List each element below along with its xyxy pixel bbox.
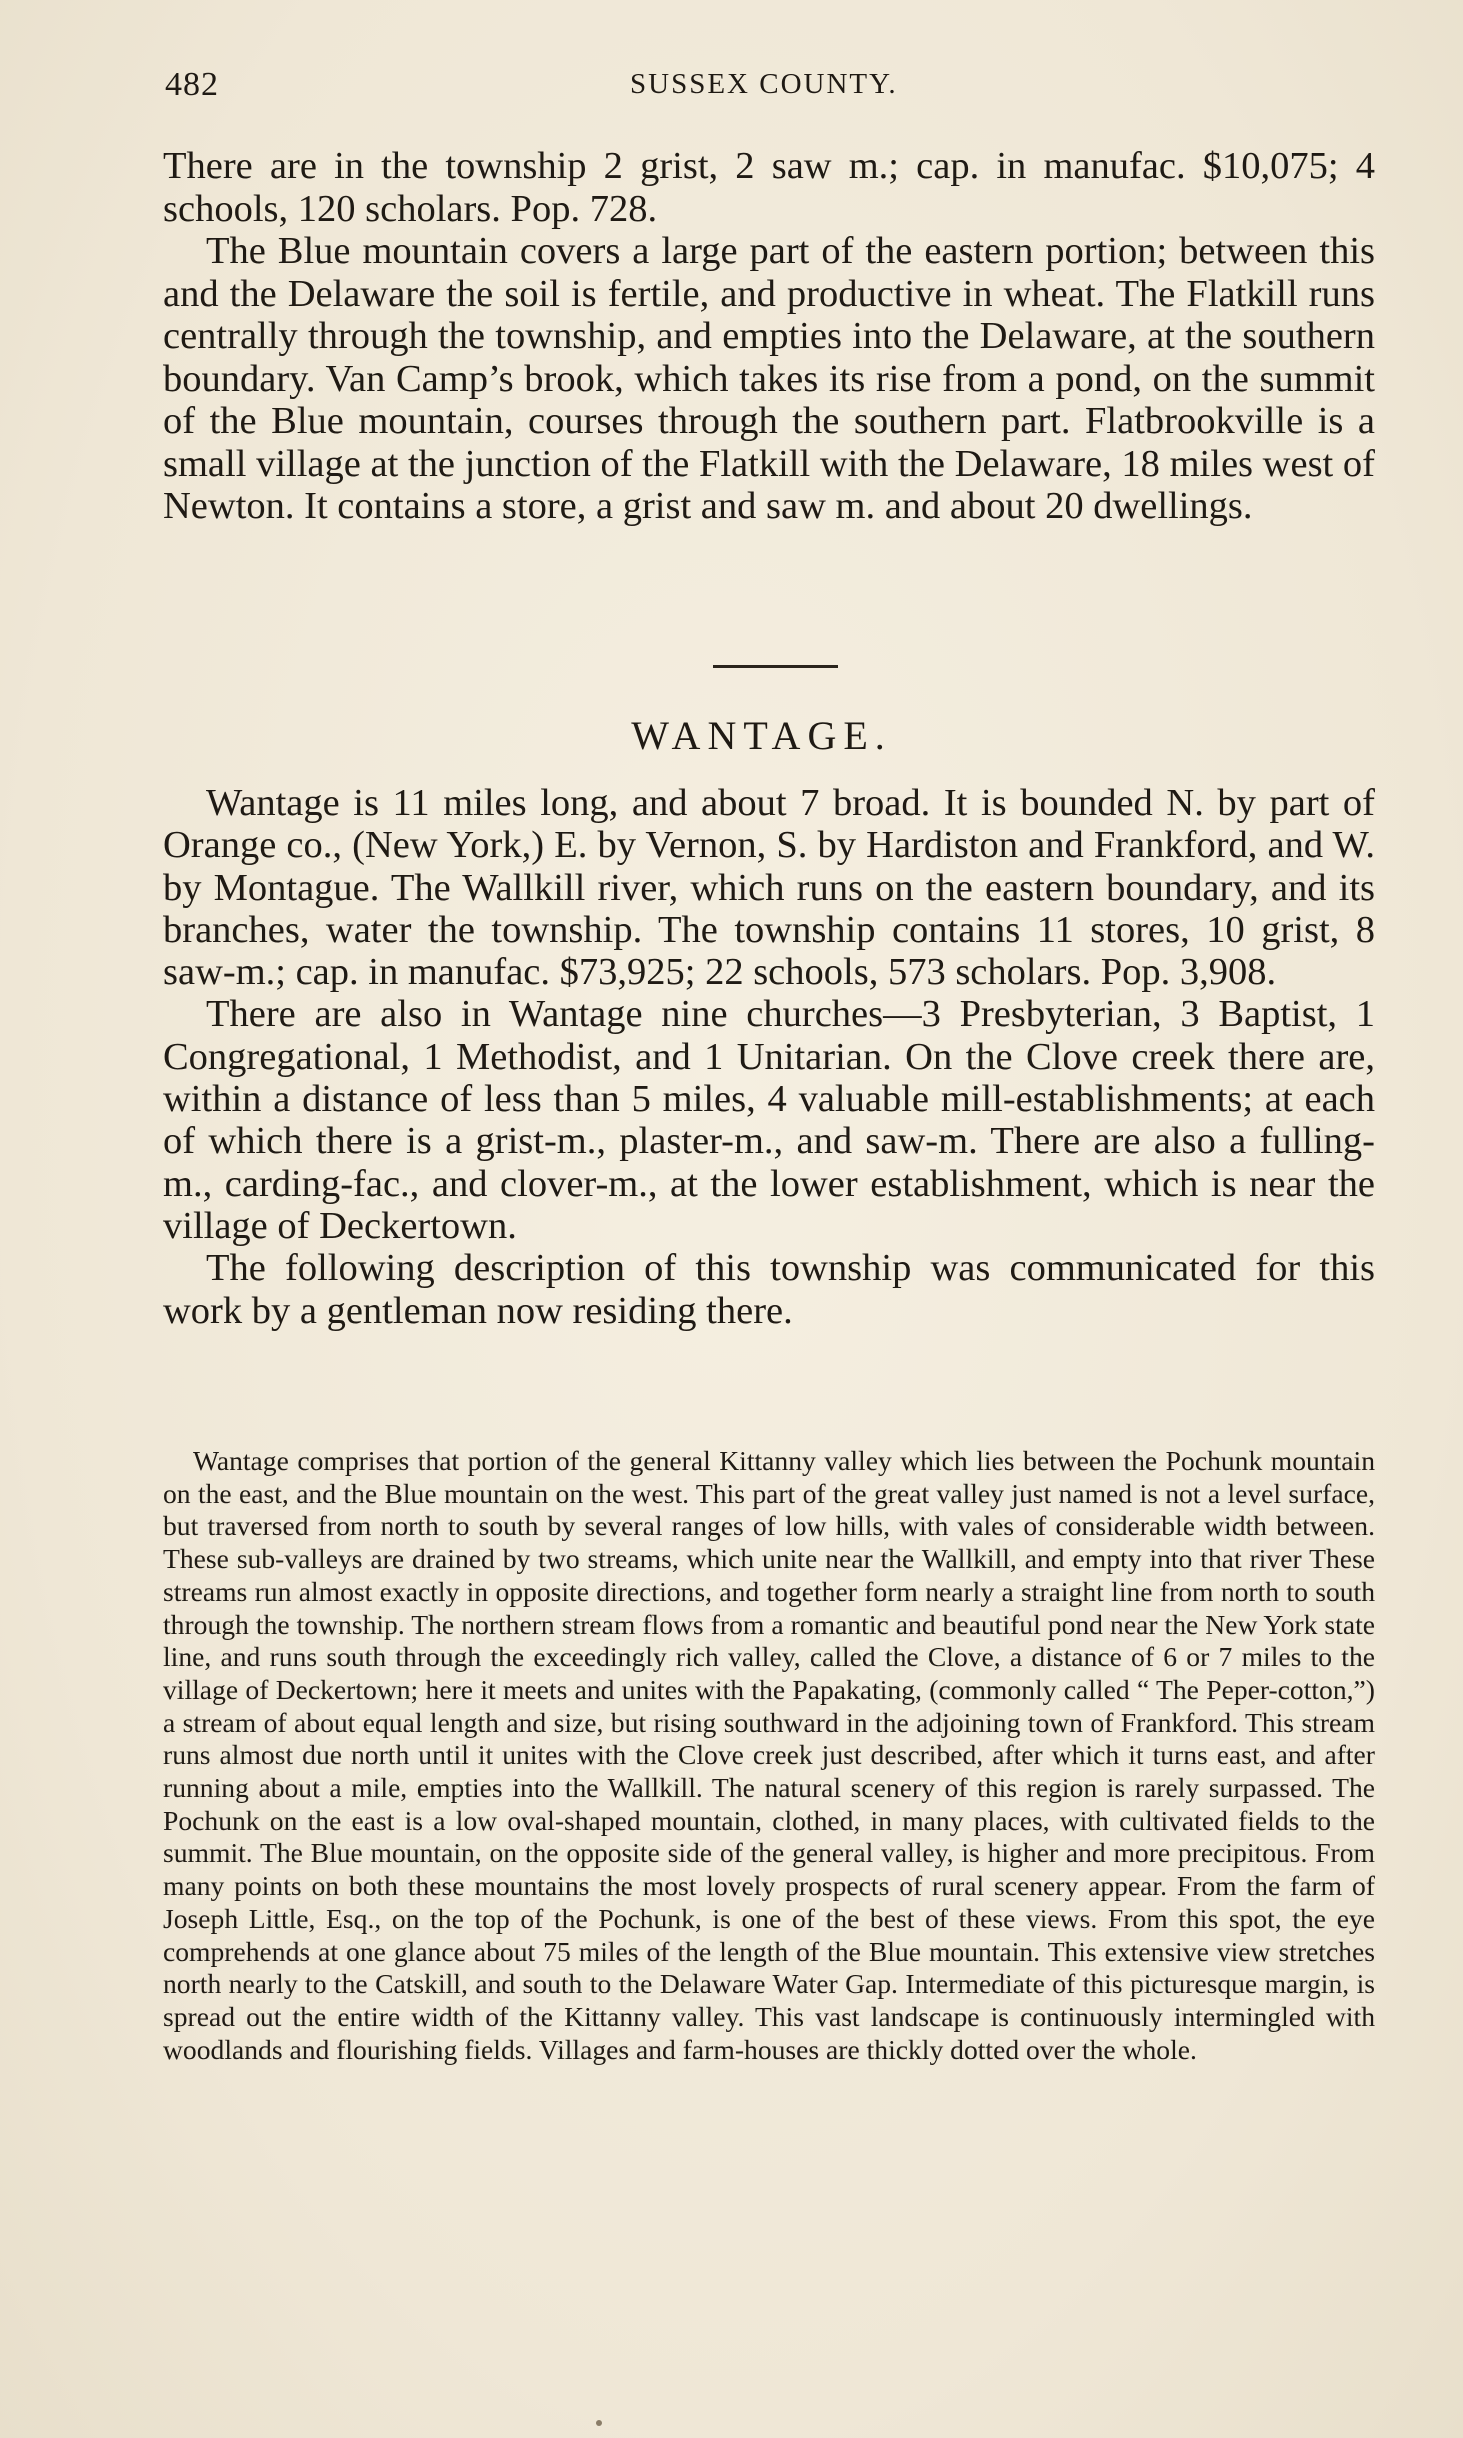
- paragraph-blue-mountain: The Blue mountain covers a large part of the eastern portion; between this and the Delaware the soil is fertile, and productive in wheat. The Flatkill runs centrally through the township, and empties into the Delaware, at the southern boundary. Van Camp’s brook, which takes its rise from a pond, on the summit of the Blue mountain, courses through the southern part. Flatbrookville is a small village at the junction of the Flatkill with the Delaware, 18 miles west of Newton. It contains a store, a grist and saw m. and about 20 dwellings.: [163, 230, 1375, 527]
- paragraph-statistics: There are in the township 2 grist, 2 saw m.; cap. in manufac. $10,075; 4 schools, 120 scholars. Pop. 728.: [163, 145, 1375, 230]
- paragraph-wantage-description: Wantage comprises that portion of the general Kittanny valley which lies between the Pochunk mountain on the east, and the Blue mountain on the west. This part of the great valley just named is not a level surface, but traversed from north to south by several ranges of low hills, with vales of considerable width between. These sub-valleys are drained by two streams, which unite near the Wallkill, and empty into that river These streams run almost exactly in opposite directions, and together form nearly a straight line from north to south through the township. The northern stream flows from a romantic and beautiful pond near the New York state line, and runs south through the exceedingly rich valley, called the Clove, a distance of 6 or 7 miles to the village of Deckertown; here it meets and unites with the Papakating, (commonly called “ The Peper-cotton,”) a stream of about equal length and size, but rising southward in the adjoining town of Frankford. This stream runs almost due north until it unites with the Clove creek just described, after which it turns east, and after running about a mile, empties into the Wallkill. The natural scenery of this region is rarely surpassed. The Pochunk on the east is a low oval-shaped mountain, clothed, in many places, with cultivated fields to the summit. The Blue mountain, on the opposite side of the general valley, is higher and more precipitous. From many points on both these mountains the most lovely prospects of rural scenery appear. From the farm of Joseph Little, Esq., on the top of the Pochunk, is one of the best of these views. From this spot, the eye comprehends at one glance about 75 miles of the length of the Blue mountain. This extensive view stretches north nearly to the Catskill, and south to the Delaware Water Gap. Intermediate of this picturesque margin, is spread out the entire width of the Kittanny valley. This vast landscape is continuously intermingled with woodlands and flourishing fields. Villages and farm-houses are thickly dotted over the whole.: [163, 1445, 1375, 2065]
- wantage-section: [163, 782, 1375, 1332]
- section-heading-wantage: WANTAGE.: [631, 713, 892, 758]
- quoted-description: [163, 1445, 1375, 2066]
- section-divider-rule: [713, 665, 838, 668]
- page-number: 482: [165, 66, 219, 103]
- running-head: [165, 66, 1375, 106]
- paragraph-wantage-churches: There are also in Wantage nine churches—3 Presbyterian, 3 Baptist, 1 Congregational, 1 Methodist, and 1 Unitarian. On the Clove creek there are, within a distance of less than 5 miles, 4 valuable mill-establishments; at each of which there is a grist-m., plaster-m., and saw-m. There are also a fulling-m., carding-fac., and clover-m., at the lower establishment, which is near the village of Deckertown.: [163, 993, 1375, 1247]
- paragraph-wantage-intro-quote: The following description of this township was communicated for this work by a gentleman now residing there.: [163, 1247, 1375, 1332]
- running-title: SUSSEX COUNTY.: [630, 68, 898, 100]
- previous-township-section: [163, 145, 1375, 528]
- paper-speck: [596, 2420, 602, 2426]
- paragraph-wantage-bounds: Wantage is 11 miles long, and about 7 broad. It is bounded N. by part of Orange co., (New York,) E. by Vernon, S. by Hardiston and Frankford, and W. by Montague. The Wallkill river, which runs on the eastern boundary, and its branches, water the township. The township contains 11 stores, 10 grist, 8 saw-m.; cap. in manufac. $73,925; 22 schools, 573 scholars. Pop. 3,908.: [163, 782, 1375, 994]
